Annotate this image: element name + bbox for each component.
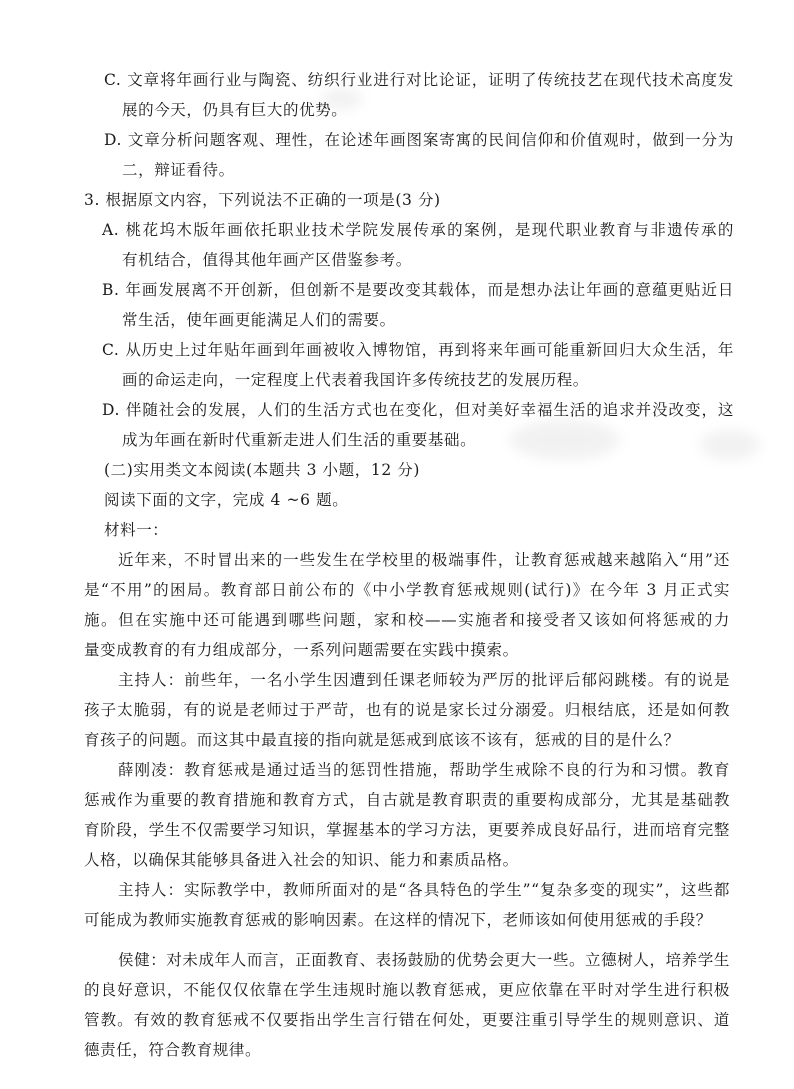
q3-stem: 3. 根据原文内容，下列说法不正确的一项是(3 分) xyxy=(84,191,441,209)
para1-line4: 量变成教育的有力组成部分，一系列问题需要在实践中摸索。 xyxy=(84,641,519,659)
material-label: 材料一： xyxy=(104,521,169,539)
para4-line2: 可能成为教师实施教育惩戒的影响因素。在这样的情况下，老师该如何使用惩戒的手段？ xyxy=(84,911,712,929)
scan-smudge xyxy=(510,420,620,460)
q3-option-a-line1: A. 桃花坞木版年画依托职业技术学院发展传承的案例，是现代职业教育与非遗传承的 xyxy=(102,221,734,239)
para5-line3: 管教。有效的教育惩戒不仅要指出学生言行错在何处，更要注重引导学生的规则意识、道 xyxy=(84,1011,730,1029)
para3-line4: 人格，以确保其能够具备进入社会的知识、能力和素质品格。 xyxy=(84,851,519,869)
q3-option-d-line2: 成为年画在新时代重新走进人们生活的重要基础。 xyxy=(122,431,477,449)
q3-option-a-line2: 有机结合，值得其他年画产区借鉴参考。 xyxy=(122,251,412,269)
q3-option-c-line1: C. 从历史上过年贴年画到年画被收入博物馆，再到将来年画可能重新回归大众生活，年 xyxy=(102,341,734,359)
q3-option-b-line1: B. 年画发展离不开创新，但创新不是要改变其载体，而是想办法让年画的意蕴更贴近日 xyxy=(102,281,734,299)
para4-line1: 主持人：实际教学中，教师所面对的是“各具特色的学生”“复杂多变的现实”，这些都 xyxy=(118,881,730,899)
q3-option-c-line2: 画的命运走向，一定程度上代表着我国许多传统技艺的发展历程。 xyxy=(122,371,589,389)
para3-line2: 惩戒作为重要的教育措施和教育方式，自古就是教育职责的重要构成部分，尤其是基础教 xyxy=(84,791,730,809)
q3-option-b-line2: 常生活，使年画更能满足人们的需要。 xyxy=(122,311,396,329)
para1-line2: 是“不用”的困局。教育部日前公布的《中小学教育惩戒规则(试行)》在今年 3 月正式实 xyxy=(84,581,730,599)
para5-line1: 侯健：对未成年人而言，正面教育、表扬鼓励的优势会更大一些。立德树人，培养学生 xyxy=(118,951,730,969)
para2-line3: 育孩子的问题。而这其中最直接的指向就是惩戒到底该不该有，惩戒的目的是什么？ xyxy=(84,731,680,749)
q2-option-d-line2: 二，辩证看待。 xyxy=(122,161,235,179)
q2-option-c-line1: C. 文章将年画行业与陶瓷、纺织行业进行对比论证，证明了传统技艺在现代技术高度发 xyxy=(104,71,734,89)
para3-line1: 薛刚凌：教育惩戒是通过适当的惩罚性措施，帮助学生戒除不良的行为和习惯。教育 xyxy=(118,761,730,779)
para1-line1: 近年来，不时冒出来的一些发生在学校里的极端事件，让教育惩戒越来越陷入“用”还 xyxy=(118,551,730,569)
para5-line4: 德责任，符合教育规律。 xyxy=(84,1041,262,1059)
para1-line3: 施。但在实施中还可能遇到哪些问题，家和校——实施者和接受者又该如何将惩戒的力 xyxy=(84,611,730,629)
section-instruction: 阅读下面的文字，完成 4 ~6 题。 xyxy=(104,491,349,509)
section-heading: (二)实用类文本阅读(本题共 3 小题，12 分) xyxy=(104,461,421,479)
para2-line1: 主持人：前些年，一名小学生因遭到任课老师较为严厉的批评后郁闷跳楼。有的说是 xyxy=(118,671,730,689)
para5-line2: 的良好意识，不能仅仅依靠在学生违规时施以教育惩戒，更应依靠在平时对学生进行积极 xyxy=(84,981,730,999)
para3-line3: 育阶段，学生不仅需要学习知识，掌握基本的学习方法，更要养成良好品行，进而培育完整 xyxy=(84,821,730,839)
q2-option-c-line2: 展的今天，仍具有巨大的优势。 xyxy=(122,101,348,119)
q3-option-d-line1: D. 伴随社会的发展，人们的生活方式也在变化，但对美好幸福生活的追求并没改变，这 xyxy=(102,401,734,419)
scan-smudge xyxy=(700,430,760,460)
q2-option-d-line1: D. 文章分析问题客观、理性，在论述年画图案寄寓的民间信仰和价值观时，做到一分为 xyxy=(104,131,734,149)
para2-line2: 孩子太脆弱，有的说是老师过于严苛，也有的说是家长过分溺爱。归根结底，还是如何教 xyxy=(84,701,730,719)
